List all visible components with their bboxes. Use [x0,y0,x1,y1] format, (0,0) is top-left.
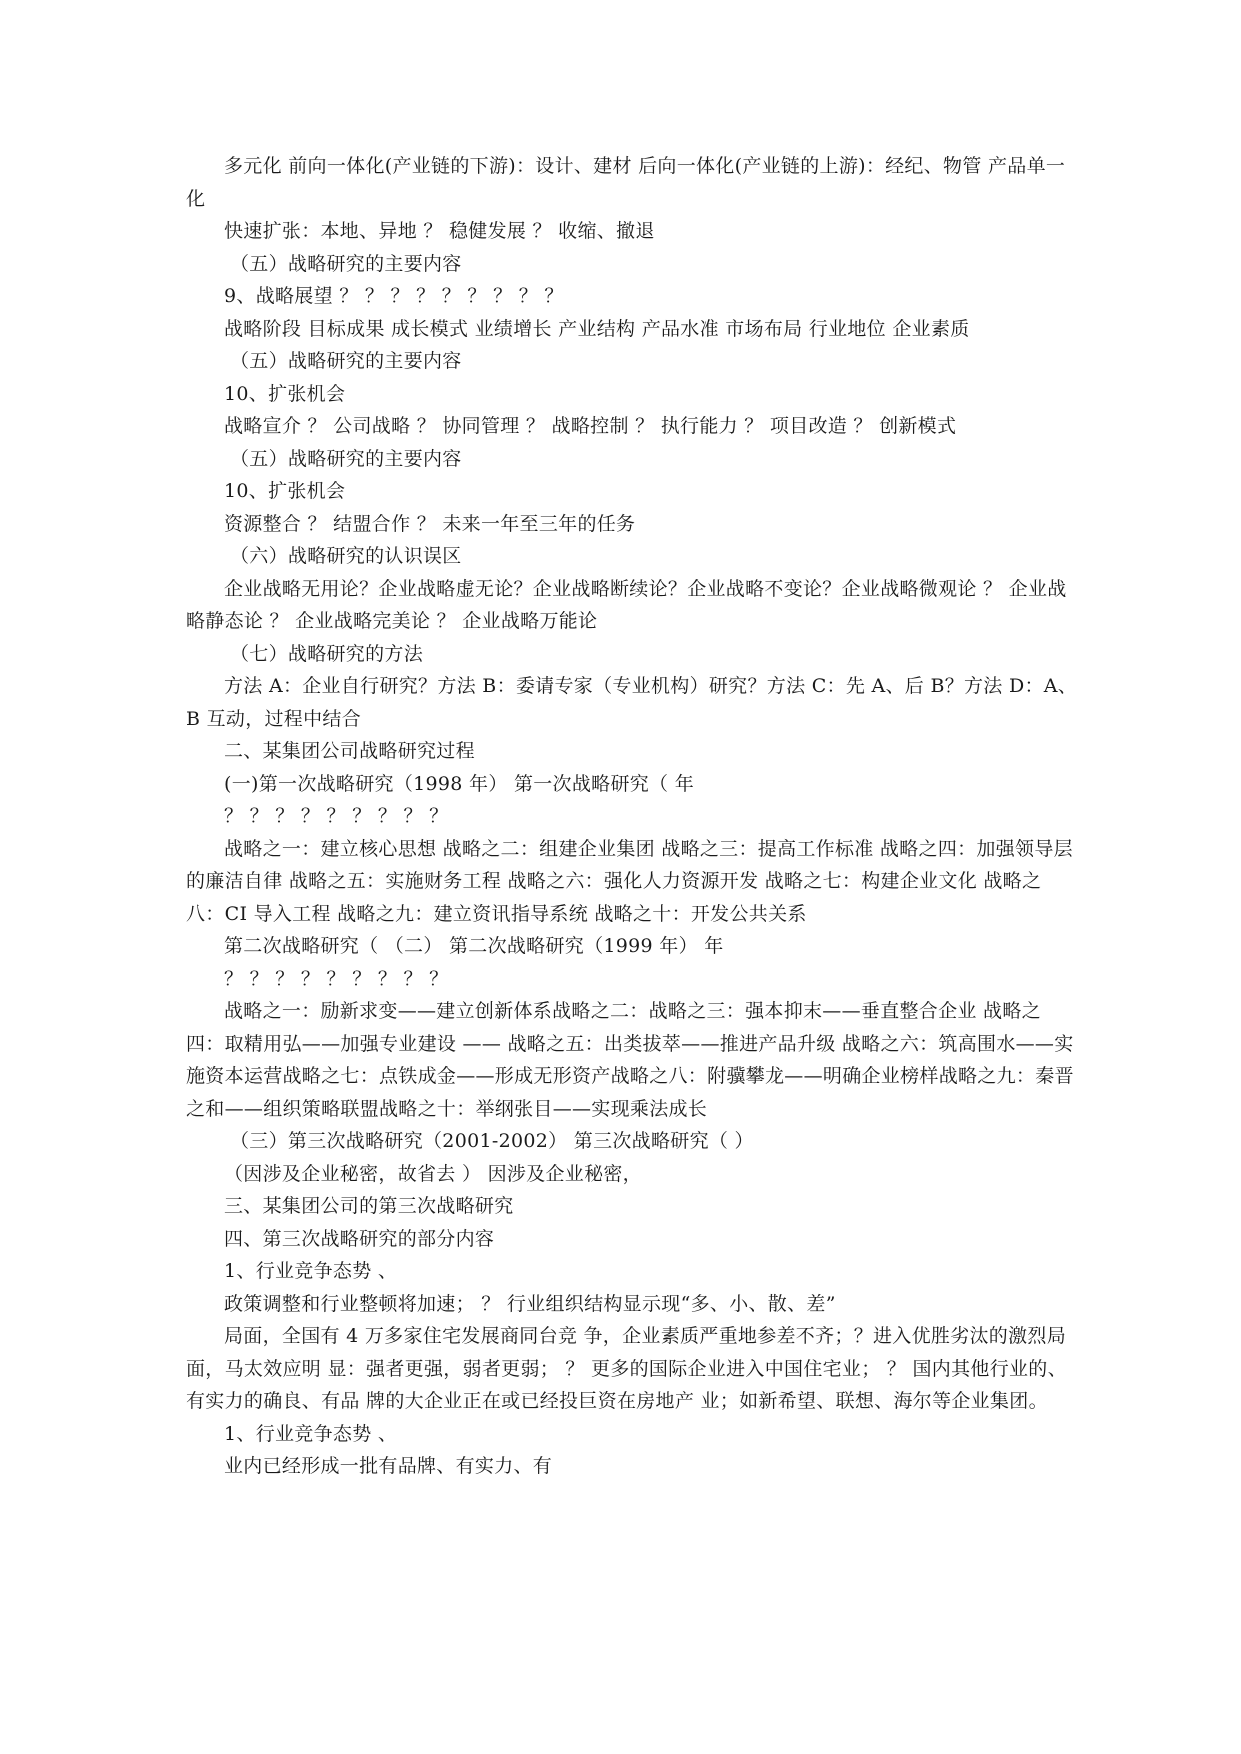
section-heading: 三、某集团公司的第三次战略研究 [224,1195,514,1217]
paragraph: ？ ？ ？ ？ ？ ？ ？ ？ ？ [224,805,449,827]
section-heading: （七）战略研究的方法 [230,642,424,665]
paragraph: ？ ？ ？ ？ ？ ？ ？ ？ ？ [224,967,449,990]
paragraph: 第二次战略研究（ （二） 第二次战略研究（1999 年） 年 [224,935,724,957]
section-heading: （六）战略研究的认识误区 [230,545,462,567]
section-heading: （五）战略研究的主要内容 [230,252,462,275]
paragraph: 10、扩张机会 [224,382,346,405]
paragraph: 战略之一：励新求变——建立创新体系战略之二：战略之三：强本抑末——垂直整合企业 战略之四：取精用弘——加强专业建设 —— 战略之五：出类拔萃——推进产品升级 战略之六：筑高围水——实施资本运营战略之七：点铁成金——形成无形资产战略之八：附骥攀龙——明确企业榜样战略之九：秦晋之和——组织策略联盟战略之十：举纲张目——实现乘法成长 [186,1000,1074,1120]
paragraph: (一)第一次战略研究（1998 年） 第一次战略研究（ 年 [224,772,694,795]
paragraph: 政策调整和行业整顿将加速； ？ 行业组织结构显示现“多、小、散、差” [224,1292,836,1315]
paragraph: （因涉及企业秘密，故省去 ） 因涉及企业秘密， [224,1162,642,1185]
paragraph: 战略之一：建立核心思想 战略之二：组建企业集团 战略之三：提高工作标准 战略之四：加强领导层的廉洁自律 战略之五：实施财务工程 战略之六：强化人力资源开发 战略之七：构建企业文化 战略之八：CI 导入工程 战略之九：建立资讯指导系统 战略之十：开发公共关系 [186,837,1073,925]
paragraph: 方法 A：企业自行研究？方法 B：委请专家（专业机构）研究？方法 C：先 A、后 B？方法 D：A、B 互动，过程中结合 [186,675,1078,730]
section-heading: （五）战略研究的主要内容 [230,350,462,372]
paragraph: 企业战略无用论？企业战略虚无论？企业战略断续论？企业战略不变论？企业战略微观论 ？ 企业战略静态论 ？ 企业战略完美论 ？ 企业战略万能论 [186,577,1067,632]
paragraph: 局面，全国有 4 万多家住宅发展商同台竞 争，企业素质严重地参差不齐；？进入优胜劣汰的激烈局面，马太效应明 显：强者更强，弱者更弱； ？ 更多的国际企业进入中国住宅业； ？ 国内其他行业的、有实力的确良、有品 牌的大企业正在或已经投巨资在房地产 业；如新希望、联想、海尔等企业集团。 [186,1325,1067,1412]
paragraph: 1、行业竞争态势 、 [224,1260,398,1282]
section-heading: （五）战略研究的主要内容 [230,447,462,470]
document-body [186,150,1078,1483]
paragraph: 快速扩张：本地、异地 ？ 稳健发展 ？ 收缩、撤退 [224,220,655,242]
paragraph: 10、扩张机会 [224,480,346,502]
paragraph: 资源整合 ？ 结盟合作 ？ 未来一年至三年的任务 [224,512,636,535]
paragraph: 1、行业竞争态势 、 [224,1422,398,1445]
paragraph: 战略宣介 ？ 公司战略 ？ 协同管理 ？ 战略控制 ？ 执行能力 ？ 项目改造 ？ 创新模式 [224,415,957,437]
section-heading: 二、某集团公司战略研究过程 [224,740,475,762]
paragraph: 多元化 前向一体化(产业链的下游)：设计、建材 后向一体化(产业链的上游)：经纪、物管 产品单一化 [186,155,1066,210]
paragraph: 业内已经形成一批有品牌、有实力、有 [224,1455,553,1477]
paragraph: 9、战略展望 ？ ？ ？ ？ ？ ？ ？ ？ ？ [224,285,564,307]
paragraph: 战略阶段 目标成果 成长模式 业绩增长 产业结构 产品水准 市场布局 行业地位 企业素质 [224,317,970,340]
section-heading: （三）第三次战略研究（2001-2002） 第三次战略研究（ ） [230,1130,754,1152]
section-heading: 四、第三次战略研究的部分内容 [224,1227,495,1250]
